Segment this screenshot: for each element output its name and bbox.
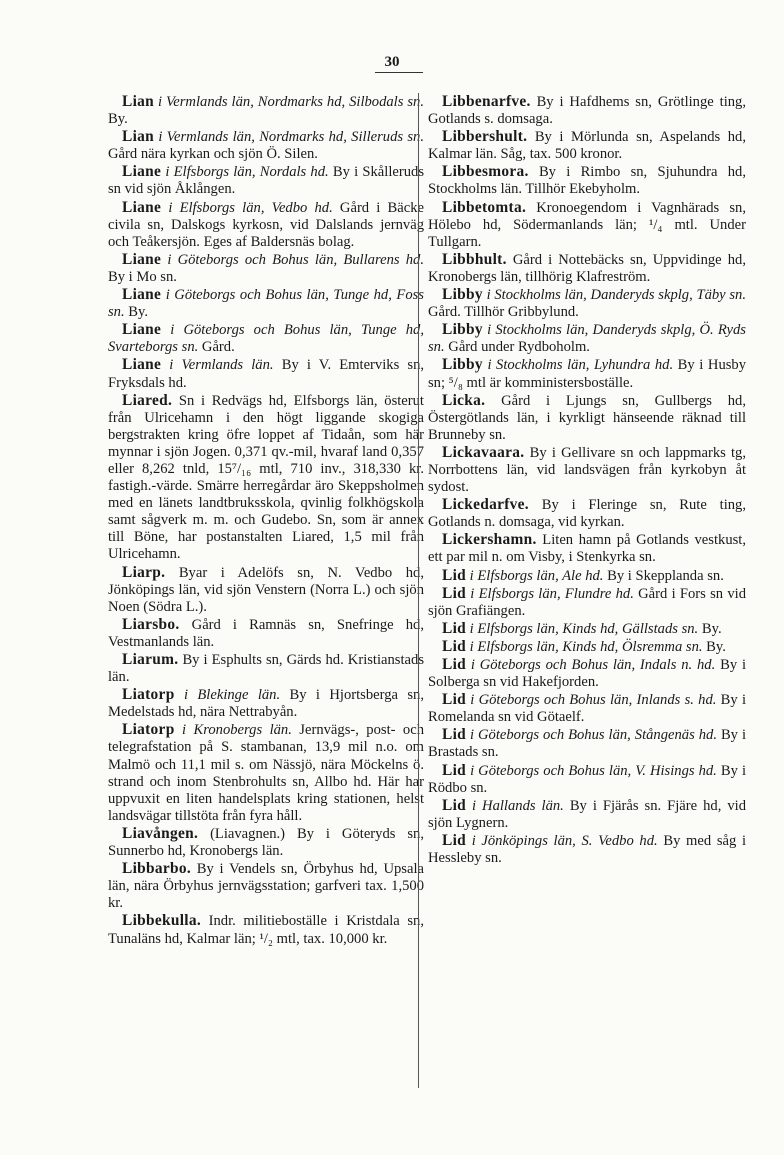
entry-headword: Lid	[442, 566, 467, 584]
dictionary-entry	[108, 860, 424, 912]
entry-headword: Lid	[442, 796, 467, 814]
entry-text: Gård i Ljungs sn, Gullbergs hd, Östergötlands län, i kyrkligt hänseende räknad till Brunneby sn.	[428, 392, 746, 443]
entry-headword: Libbekulla.	[122, 912, 202, 930]
entry-text: By i Skepplanda sn.	[603, 567, 724, 584]
dictionary-entry	[108, 912, 424, 947]
entry-text: Gård nära kyrkan och sjön Ö. Silen.	[108, 146, 318, 163]
entry-text: By i Romelanda sn vid Götaelf.	[428, 692, 747, 726]
entry-text: Gård i Ramnäs sn, Snefringe hd, Vestmanlands län.	[108, 616, 424, 650]
entry-text: Indr. militieboställe i Kristdala sn, Tunaläns hd, Kalmar län; ¹/₂ mtl, tax. 10,000 kr.	[108, 913, 424, 947]
dictionary-entry	[428, 531, 746, 566]
entry-headword: Lickedarfve.	[442, 496, 529, 514]
dictionary-entry	[108, 721, 424, 825]
dictionary-entry	[428, 93, 746, 128]
entry-headword: Libbenarfve.	[442, 93, 531, 110]
entry-text: By.	[108, 111, 128, 128]
entry-location-italic: i Stockholms län, Danderyds skplg, Täby sn.	[486, 287, 746, 304]
dictionary-entry	[428, 251, 746, 286]
entry-headword: Licka.	[442, 391, 486, 409]
entry-location-italic: i Göteborgs och Bohus län, Stångenäs hd.	[469, 727, 717, 744]
entry-text: Kronoegendom i Vagnhärads sn, Hölebo hd, Södermanlands län; ¹/₄ mtl. Under Tullgarn.	[428, 199, 746, 250]
entry-text: By i Fleringe sn, Rute ting, Gotlands n. domsaga, vid kyrkan.	[428, 497, 746, 531]
entry-headword: Libbetomta.	[442, 198, 527, 216]
dictionary-entry	[108, 93, 424, 128]
entry-headword: Libby	[442, 321, 483, 339]
entry-headword: Libbershult.	[442, 128, 528, 146]
dictionary-entry	[428, 163, 746, 198]
dictionary-entry	[428, 567, 746, 585]
entry-headword: Liared.	[122, 391, 173, 409]
entry-location-italic: i Vermlands län, Nordmarks hd, Silleruds sn.	[158, 129, 424, 146]
page-number: 30	[384, 54, 400, 70]
entry-location-italic: i Kronobergs län.	[182, 722, 292, 739]
entry-location-italic: i Stockholms län, Lyhundra hd.	[487, 357, 674, 374]
entry-text: By i Solberga sn vid Hakefjorden.	[428, 657, 746, 691]
entry-text: Gård under Rydboholm.	[444, 339, 590, 356]
dictionary-entry	[428, 797, 746, 832]
entry-location-italic: i Elfsborgs län, Nordals hd.	[165, 164, 329, 181]
entry-headword: Lid	[442, 691, 467, 709]
entry-location-italic: i Elfsborgs län, Ale hd.	[469, 567, 604, 584]
entry-headword: Liane	[122, 286, 162, 304]
entry-location-italic: i Elfsborgs län, Flundre hd.	[470, 585, 634, 602]
entry-text: By i Mo sn.	[108, 268, 177, 285]
dictionary-entry	[108, 825, 424, 860]
entry-location-italic: i Göteborgs och Bohus län, Tunge hd, Foss sn.	[108, 287, 424, 321]
entry-headword: Lian	[122, 93, 154, 110]
dictionary-entry	[428, 444, 746, 496]
entry-headword: Lid	[442, 584, 467, 602]
entry-text: Gård.	[198, 339, 235, 356]
entry-headword: Lid	[442, 831, 467, 849]
entry-headword: Lickavaara.	[442, 443, 525, 461]
entry-headword: Libbesmora.	[442, 163, 529, 181]
dictionary-entry	[108, 163, 424, 198]
dictionary-entry	[108, 616, 424, 651]
entry-headword: Libbhult.	[442, 250, 507, 268]
right-column	[428, 93, 746, 867]
entry-headword: Liavången.	[122, 824, 199, 842]
entry-location-italic: i Göteborgs och Bohus län, V. Hisings hd.	[470, 762, 717, 779]
entry-headword: Lid	[442, 761, 467, 779]
entry-headword: Liarp.	[122, 563, 166, 581]
dictionary-entry	[428, 620, 746, 638]
entry-headword: Liatorp	[122, 686, 175, 704]
dictionary-entry	[428, 496, 746, 531]
entry-text: By i Skålleruds sn vid sjön Åklången.	[108, 164, 424, 198]
entry-text: By.	[698, 620, 722, 637]
entry-location-italic: i Hallands län.	[472, 797, 564, 814]
entry-text: By med såg i Hessleby sn.	[428, 832, 747, 867]
entry-headword: Lian	[122, 128, 154, 146]
entry-headword: Libby	[442, 286, 483, 304]
entry-headword: Liane	[122, 250, 162, 268]
entry-location-italic: i Vermlands län.	[169, 357, 274, 374]
entry-headword: Liarum.	[122, 651, 179, 668]
entry-text: Byar i Adelöfs sn, N. Vedbo hd, Jönköpings län, vid sjön Venstern (Norra L.) och sjön Noen (Södra L.).	[108, 564, 424, 615]
dictionary-entry	[108, 199, 424, 251]
entry-text	[175, 687, 184, 703]
left-column	[108, 93, 424, 948]
entry-headword: Lid	[442, 656, 467, 673]
entry-location-italic: i Blekinge län.	[183, 687, 281, 704]
entry-location-italic: i Jönköpings län, S. Vedbo hd.	[471, 832, 658, 849]
dictionary-entry	[428, 832, 746, 867]
dictionary-entry	[108, 356, 424, 391]
entry-text: By i Rimbo sn, Sjuhundra hd, Stockholms län. Tillhör Ekebyholm.	[428, 164, 746, 198]
entry-location-italic: i Elfsborgs län, Kinds hd, Ölsremma sn.	[469, 638, 703, 655]
entry-headword: Lid	[442, 637, 467, 655]
entry-text: By.	[124, 304, 149, 321]
dictionary-entry	[108, 392, 424, 564]
entry-headword: Liatorp	[122, 721, 175, 739]
entry-location-italic: i Göteborgs och Bohus län, Inlands s. hd.	[470, 692, 717, 709]
dictionary-entry	[108, 251, 424, 286]
entry-headword: Libbarbo.	[122, 860, 191, 878]
entry-location-italic: i Göteborgs och Bohus län, Bullarens hd.	[167, 251, 424, 268]
dictionary-entry	[108, 128, 424, 163]
entry-headword: Liarsbo.	[122, 615, 180, 633]
column-divider	[418, 93, 419, 1088]
entry-text: By i Hjortsberga sn, Medelstads hd, nära Nettrabyån.	[108, 687, 424, 721]
entry-headword: Lid	[442, 619, 467, 637]
entry-text: By i Gellivare sn och lappmarks tg, Norrbottens län, vid landsvägen från kyrkobyn åt sydost.	[428, 444, 746, 496]
dictionary-entry	[428, 585, 746, 620]
dictionary-entry	[428, 392, 746, 444]
entry-text: By i V. Emterviks sn, Fryksdals hd.	[108, 357, 425, 391]
dictionary-entry	[428, 199, 746, 251]
dictionary-entry	[428, 128, 746, 163]
entry-location-italic: i Elfsborgs län, Kinds hd, Gällstads sn.	[469, 620, 699, 637]
entry-headword: Liane	[122, 321, 162, 339]
entry-headword: Liane	[122, 356, 162, 374]
entry-location-italic: i Göteborgs och Bohus län, Tunge hd, Svarteborgs sn.	[108, 322, 424, 356]
entry-text: Gård. Tillhör Gribbylund.	[428, 304, 579, 321]
entry-headword: Lickershamn.	[442, 531, 537, 549]
entry-text	[161, 322, 170, 338]
dictionary-entry	[108, 686, 424, 721]
page-number-rule	[375, 72, 423, 73]
dictionary-entry	[108, 286, 424, 321]
entry-text: Liten hamn på Gotlands vestkust, ett par mil n. om Visby, i Stenkyrka sn.	[428, 532, 746, 566]
dictionary-entry	[428, 356, 746, 391]
entry-text: (Liavagnen.) By i Göteryds sn, Sunnerbo hd, Kronobergs län.	[108, 825, 424, 860]
dictionary-entry	[428, 321, 746, 356]
dictionary-entry	[428, 691, 746, 726]
entry-headword: Libby	[442, 356, 483, 374]
entry-location-italic: i Göteborgs och Bohus län, Indals n. hd.	[470, 657, 716, 673]
entry-text: By i Esphults sn, Gärds hd. Kristianstads län.	[108, 652, 424, 686]
entry-text: Gård i Bäcke civila sn, Dalskogs kyrkosn, vid Dalslands jernväg och Teåkersjön. Eges af Baldersnäs bolag.	[108, 199, 424, 250]
entry-text: Gård i Fors sn vid sjön Grafiängen.	[428, 585, 747, 619]
dictionary-entry	[428, 638, 746, 656]
entry-text: Gård i Nottebäcks sn, Uppvidinge hd, Kronobergs län, tillhörig Klafreström.	[428, 251, 746, 285]
entry-location-italic: i Stockholms län, Danderyds skplg, Ö. Ryds sn.	[428, 322, 746, 356]
entry-text: By i Rödbo sn.	[428, 762, 747, 796]
entry-text: By.	[702, 638, 726, 655]
entry-text: By i Fjärås sn. Fjäre hd, vid sjön Lygnern.	[428, 797, 746, 831]
entry-text: By i Husby sn; ⁵/₈ mtl är komministersboställe.	[428, 357, 747, 391]
entry-text: By i Brastads sn.	[428, 727, 746, 761]
entry-text	[175, 722, 182, 738]
entry-text: By i Hafdhems sn, Grötlinge ting, Gotlands s. domsaga.	[428, 94, 746, 128]
entry-text: Sn i Redvägs hd, Elfsborgs län, österut från Ulricehamn i den högt liggande skogiga bergstrakten kring öfre loppet af Tidaån, som här mynnar i sjön Jogen. 0,371 qv.-mil, hvaraf land 0,357 eller 8,262 tnld, 15⁷/₁₆ mtl, 710 inv., 318,330 kr. fastigh.-värde. Smärre herregårdar äro Skeppsholmen med en länets landtbruksskola, qvinlig folkhögskola samt sågverk m. m. och Gudebo. Sn, som är annex till Böne, har postanstalten Liared, 1,5 mil från Ulricehamn.	[108, 392, 424, 563]
entry-location-italic: i Elfsborgs län, Vedbo hd.	[168, 199, 333, 216]
dictionary-entry	[108, 564, 424, 616]
entry-location-italic: i Vermlands län, Nordmarks hd, Silbodals sn.	[157, 94, 424, 110]
entry-headword: Liane	[122, 198, 162, 216]
dictionary-entry	[428, 656, 746, 691]
dictionary-entry	[428, 726, 746, 761]
entry-headword: Liane	[122, 163, 162, 181]
dictionary-entry	[108, 651, 424, 686]
entry-text: By i Mörlunda sn, Aspelands hd, Kalmar län. Såg, tax. 500 kronor.	[428, 129, 746, 163]
dictionary-entry	[428, 762, 746, 797]
dictionary-entry	[108, 321, 424, 356]
entry-text: Jernvägs-, post- och telegrafstation på S. stambanan, 13,9 mil n.o. om Malmö och 11,1 mil s. om Nässjö, nära Möckelns ö. strand och inom Stenbrohults sn, Allbo hd. Här har uppvuxit en liten handelsplats kring stationen, helst landsvägar tillstöta från fyra håll.	[108, 722, 424, 824]
entry-headword: Lid	[442, 726, 467, 744]
entry-text: By i Vendels sn, Örbyhus hd, Upsala län, nära Örbyhus jernvägsstation; garfveri tax. 1,500 kr.	[108, 861, 424, 912]
dictionary-entry	[428, 286, 746, 321]
